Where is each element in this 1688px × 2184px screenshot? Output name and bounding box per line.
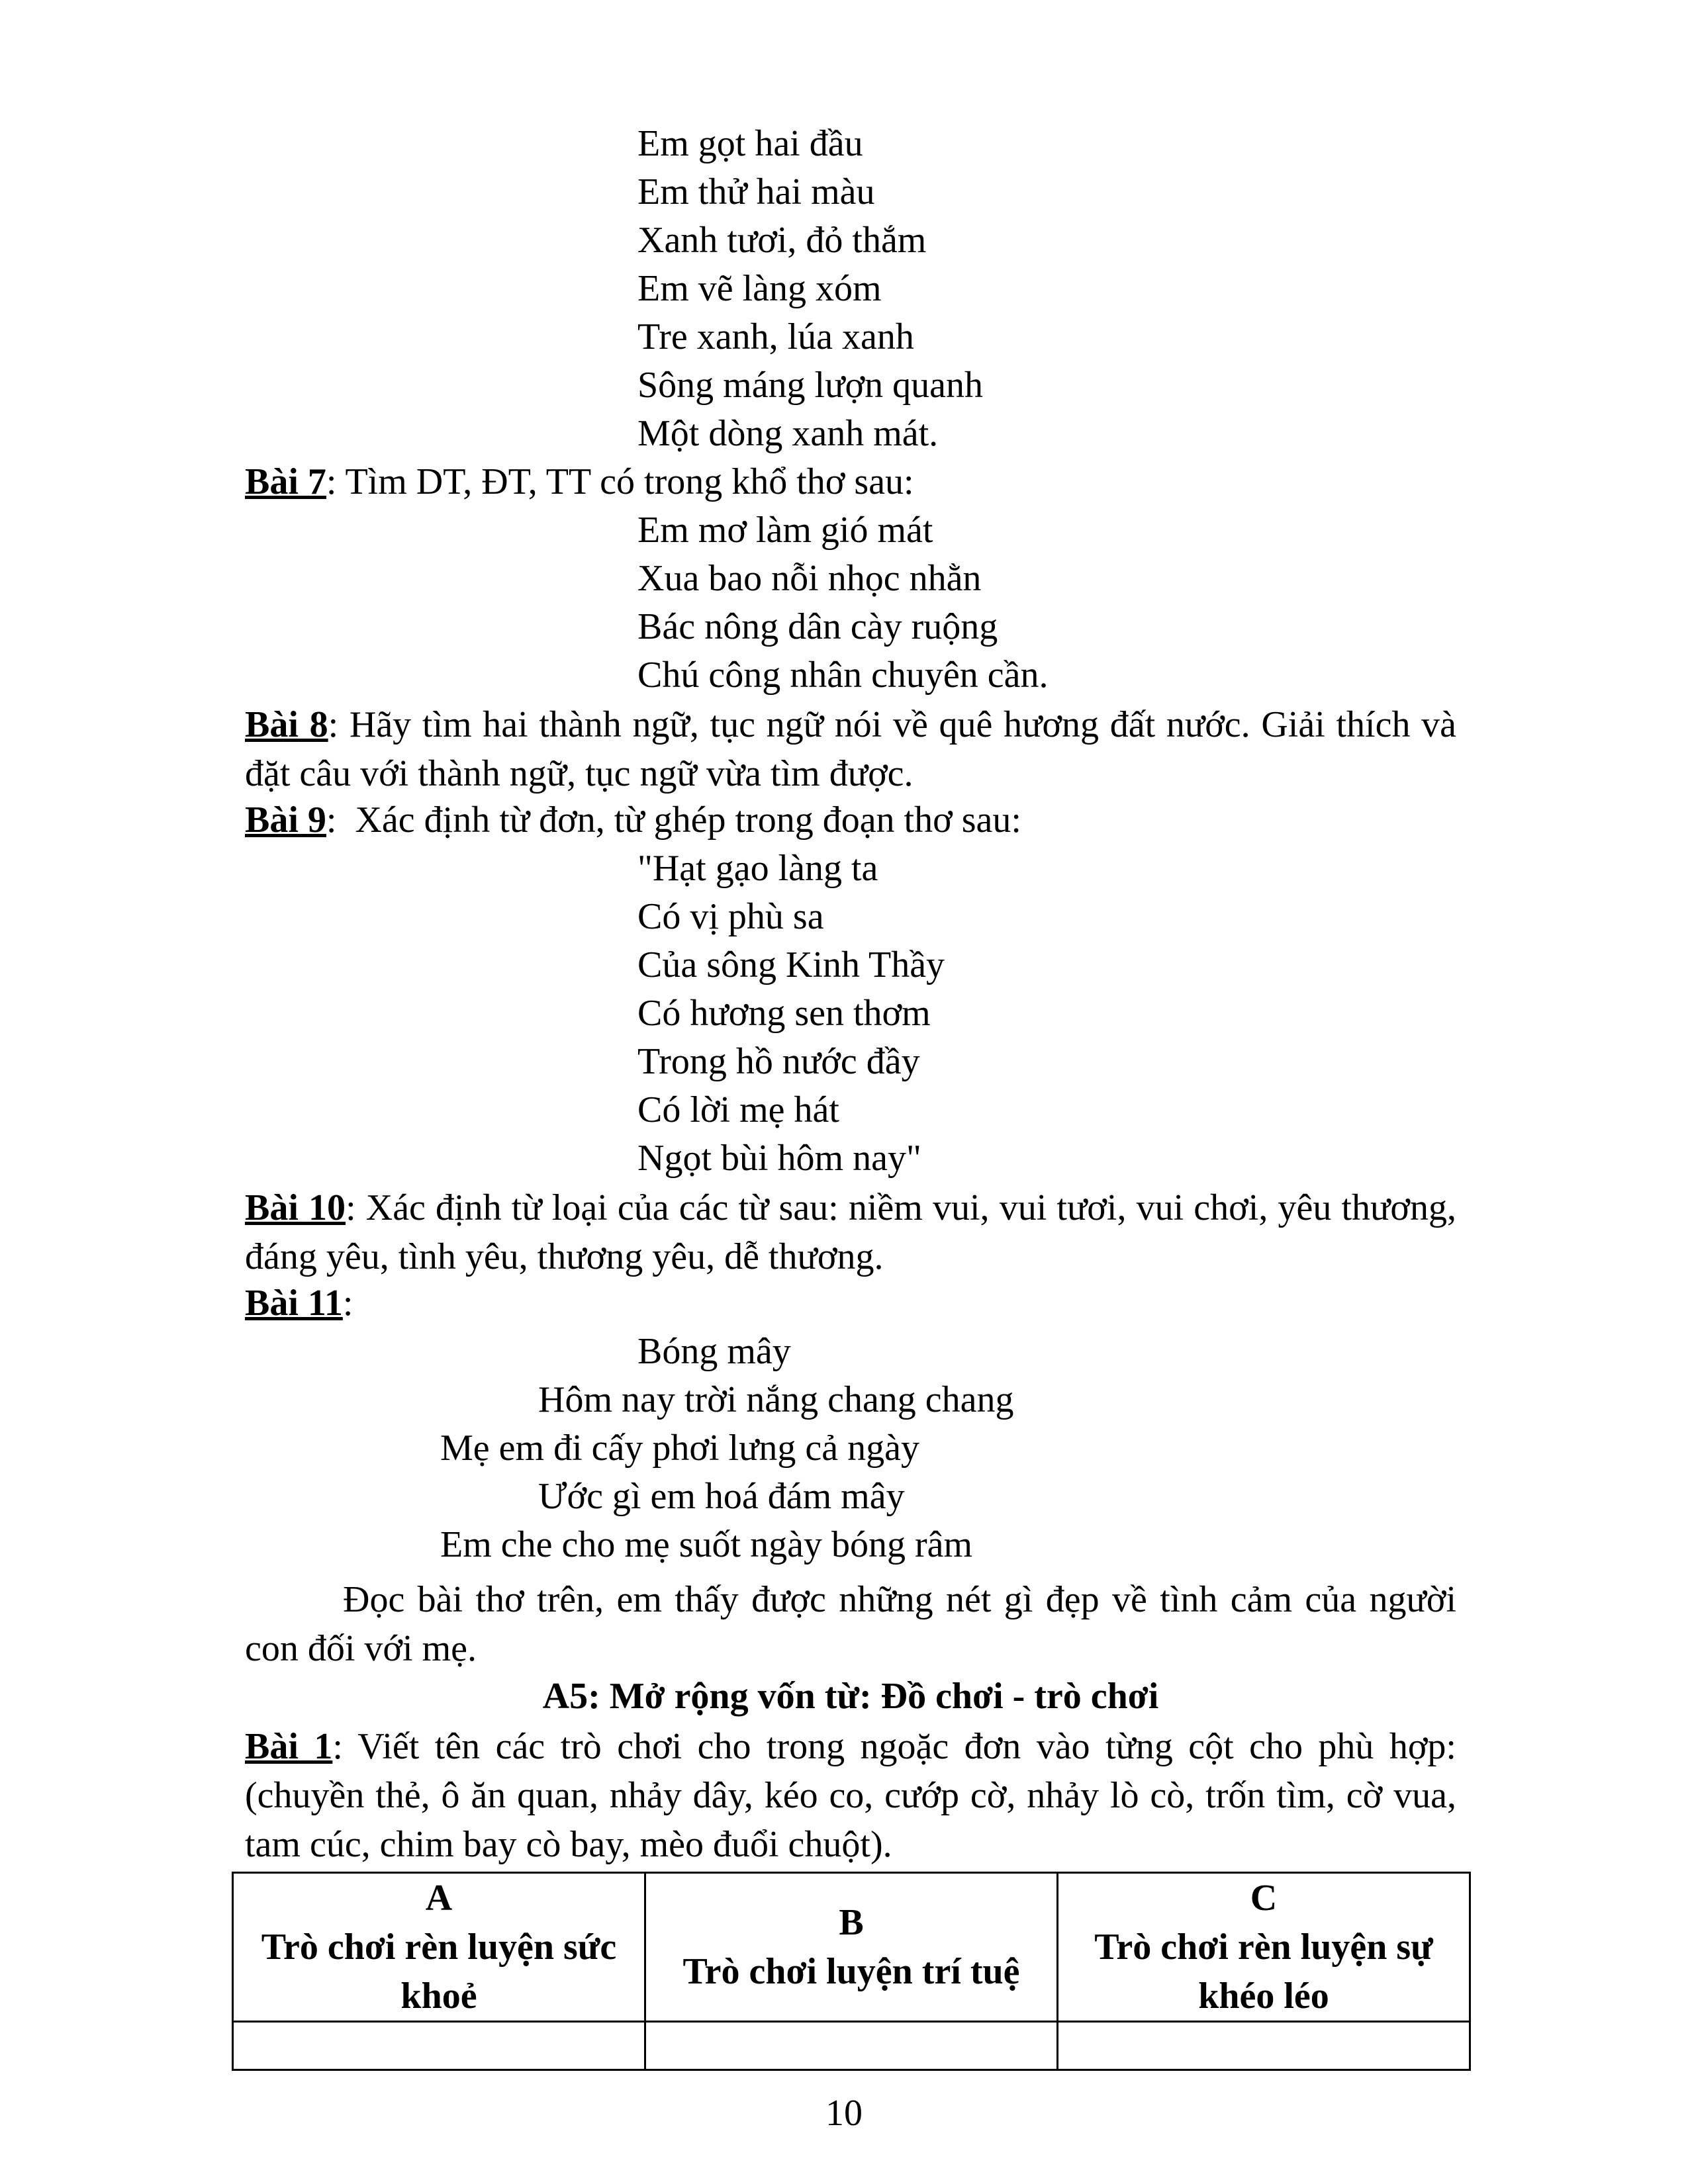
column-c-header xyxy=(1058,1873,1470,2022)
exercise-1 xyxy=(245,1722,1456,1869)
games-table xyxy=(232,1872,1471,2071)
poem-line: Một dòng xanh mát. xyxy=(637,413,939,454)
poem-line: Có lời mẹ hát xyxy=(637,1089,839,1130)
column-letter: B xyxy=(839,1902,864,1943)
exercise-text: : Hãy tìm hai thành ngữ, tục ngữ nói về quê hương đất nước. Giải thích và đặt câu với thành ngữ, tục ngữ vừa tìm được. xyxy=(245,704,1457,794)
exercise-text: : Xác định từ đơn, từ ghép trong đoạn thơ sau: xyxy=(326,799,1021,841)
poem-line: Trong hồ nước đầy xyxy=(637,1041,920,1082)
poem-line: Tre xanh, lúa xanh xyxy=(637,316,914,357)
poem-line: Em thử hai màu xyxy=(637,171,875,212)
poem-line: Của sông Kinh Thầy xyxy=(637,944,945,985)
exercise-label: Bài 8 xyxy=(245,704,328,745)
poem-line: Sông máng lượn quanh xyxy=(637,365,983,406)
poem-line: Em gọt hai đầu xyxy=(637,123,863,164)
poem-line: Mẹ em đi cấy phơi lưng cả ngày xyxy=(440,1428,919,1469)
poem-line: Có vị phù sa xyxy=(637,896,824,937)
exercise-7 xyxy=(245,459,914,505)
exercise-11-question: Đọc bài thơ trên, em thấy được những nét gì đẹp về tình cảm của người con đối với mẹ. xyxy=(245,1579,1456,1669)
poem-line: Em che cho mẹ suốt ngày bóng râm xyxy=(440,1524,973,1565)
exercise-9 xyxy=(245,797,1021,843)
exercise-text: : Tìm DT, ĐT, TT có trong khổ thơ sau: xyxy=(326,461,914,502)
page-number: 10 xyxy=(825,2093,863,2134)
poem-line: Chú công nhân chuyên cần. xyxy=(637,655,1049,696)
exercise-8 xyxy=(245,700,1456,798)
poem-line: Xua bao nỗi nhọc nhằn xyxy=(637,558,982,599)
exercise-label: Bài 9 xyxy=(245,799,326,841)
table-header-row xyxy=(233,1873,1470,2022)
section-heading: A5: Mở rộng vốn từ: Đồ chơi - trò chơi xyxy=(542,1676,1159,1717)
poem-title: Bóng mây xyxy=(637,1331,791,1372)
column-letter: C xyxy=(1250,1878,1278,1919)
exercise-label: Bài 11 xyxy=(245,1283,343,1324)
exercise-text: : Xác định từ loại của các từ sau: niềm vui, vui tươi, vui chơi, yêu thương, đáng yêu, tình yêu, thương yêu, dễ thương. xyxy=(245,1187,1456,1277)
table-cell xyxy=(233,2022,645,2070)
exercise-text: : Viết tên các trò chơi cho trong ngoặc đơn vào từng cột cho phù hợp: (chuyền thẻ, ô ăn quan, nhảy dây, kéo co, cướp cờ, nhảy lò cò, trốn tìm, cờ vua, tam cúc, chim bay cò bay, mèo đuổi chuột). xyxy=(245,1726,1456,1865)
exercise-label: Bài 10 xyxy=(245,1187,346,1228)
column-b-header xyxy=(645,1873,1058,2022)
poem-line: Xanh tươi, đỏ thắm xyxy=(637,220,927,261)
column-title: Trò chơi luyện trí tuệ xyxy=(682,1951,1020,1992)
column-letter: A xyxy=(425,1878,453,1919)
poem-line: Em mơ làm gió mát xyxy=(637,510,933,551)
poem-line: Hôm nay trời nắng chang chang xyxy=(538,1379,1014,1420)
table-cell xyxy=(1058,2022,1470,2070)
table-cell xyxy=(645,2022,1058,2070)
exercise-text: : xyxy=(342,1283,353,1324)
exercise-label: Bài 1 xyxy=(245,1726,333,1767)
column-title: Trò chơi rèn luyện sức khoẻ xyxy=(261,1927,617,2017)
poem-line: Bác nông dân cày ruộng xyxy=(637,606,998,647)
table-row xyxy=(233,2022,1470,2070)
exercise-label: Bài 7 xyxy=(245,461,326,502)
poem-line: Ước gì em hoá đám mây xyxy=(538,1476,905,1517)
poem-line: Em vẽ làng xóm xyxy=(637,268,882,309)
poem-line: "Hạt gạo làng ta xyxy=(637,848,878,889)
exercise-11 xyxy=(245,1280,353,1326)
column-a-header xyxy=(233,1873,645,2022)
poem-line: Ngọt bùi hôm nay" xyxy=(637,1138,921,1179)
column-title: Trò chơi rèn luyện sự khéo léo xyxy=(1094,1927,1433,2017)
exercise-10 xyxy=(245,1183,1456,1281)
poem-line: Có hương sen thơm xyxy=(637,993,931,1034)
